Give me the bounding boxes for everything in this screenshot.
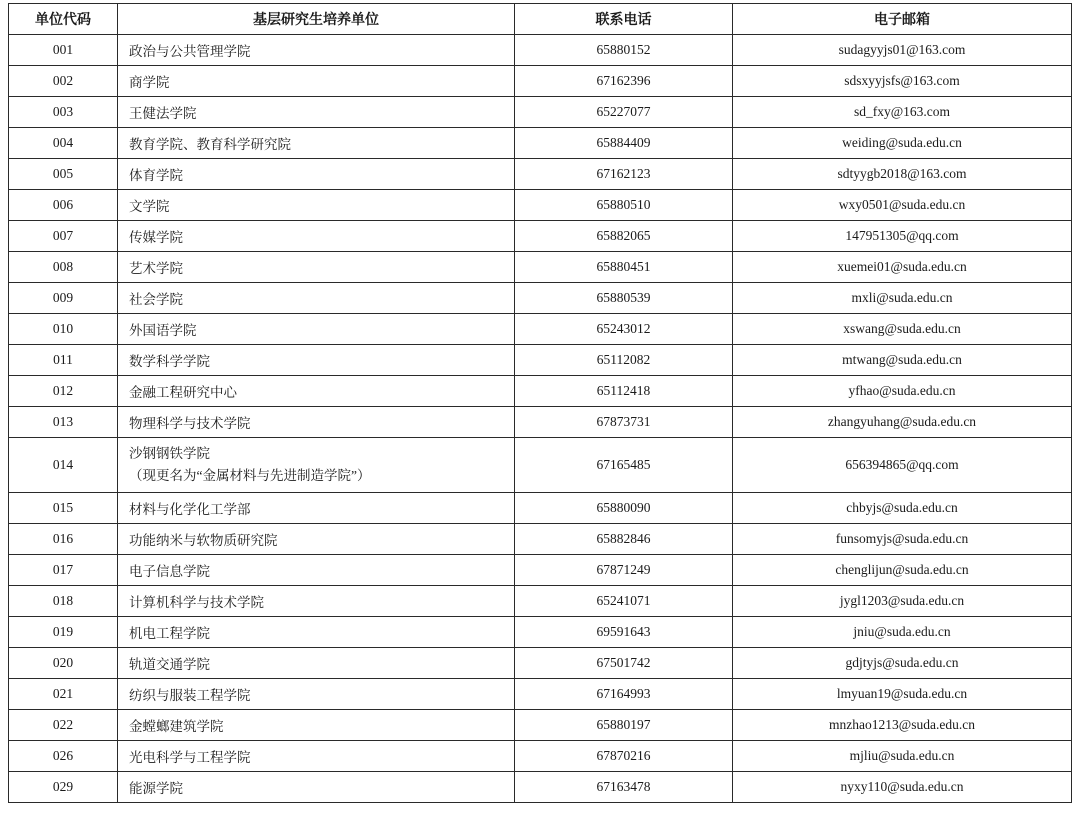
email-cell: mjliu@suda.edu.cn: [733, 741, 1072, 772]
table-row: [9, 493, 1072, 524]
unit-name-cell: 纺织与服装工程学院: [118, 679, 515, 710]
phone-cell: 65880197: [515, 710, 733, 741]
unit-name-line: 沙钢钢铁学院: [129, 446, 210, 461]
header-unit-name: 基层研究生培养单位: [118, 4, 515, 35]
table-row: [9, 710, 1072, 741]
unit-code-cell: 013: [9, 407, 118, 438]
email-cell: mxli@suda.edu.cn: [733, 283, 1072, 314]
phone-cell: 67501742: [515, 648, 733, 679]
unit-code-cell: 017: [9, 555, 118, 586]
contact-table: [8, 3, 1072, 803]
email-cell: 656394865@qq.com: [733, 438, 1072, 493]
unit-name-cell: 机电工程学院: [118, 617, 515, 648]
unit-code-cell: 005: [9, 159, 118, 190]
phone-cell: 67870216: [515, 741, 733, 772]
email-cell: gdjtyjs@suda.edu.cn: [733, 648, 1072, 679]
unit-name-cell: 材料与化学化工学部: [118, 493, 515, 524]
unit-name-cell: [118, 438, 515, 493]
email-cell: sdsxyyjsfs@163.com: [733, 66, 1072, 97]
email-cell: lmyuan19@suda.edu.cn: [733, 679, 1072, 710]
unit-name-cell: 光电科学与工程学院: [118, 741, 515, 772]
table-row: [9, 438, 1072, 493]
unit-name-cell: 电子信息学院: [118, 555, 515, 586]
unit-code-cell: 004: [9, 128, 118, 159]
unit-code-cell: 003: [9, 97, 118, 128]
unit-code-cell: 002: [9, 66, 118, 97]
header-email: 电子邮箱: [733, 4, 1072, 35]
email-cell: xswang@suda.edu.cn: [733, 314, 1072, 345]
unit-name-cell: 数学科学学院: [118, 345, 515, 376]
phone-cell: 65882065: [515, 221, 733, 252]
unit-code-cell: 006: [9, 190, 118, 221]
unit-code-cell: 007: [9, 221, 118, 252]
email-cell: 147951305@qq.com: [733, 221, 1072, 252]
unit-name-cell: 教育学院、教育科学研究院: [118, 128, 515, 159]
unit-name-cell: 王健法学院: [118, 97, 515, 128]
unit-name-cell: 体育学院: [118, 159, 515, 190]
table-row: [9, 345, 1072, 376]
email-cell: yfhao@suda.edu.cn: [733, 376, 1072, 407]
phone-cell: 67871249: [515, 555, 733, 586]
table-row: [9, 376, 1072, 407]
phone-cell: 67873731: [515, 407, 733, 438]
unit-code-cell: 029: [9, 772, 118, 803]
email-cell: wxy0501@suda.edu.cn: [733, 190, 1072, 221]
unit-code-cell: 020: [9, 648, 118, 679]
unit-code-cell: 011: [9, 345, 118, 376]
unit-code-cell: 008: [9, 252, 118, 283]
email-cell: chbyjs@suda.edu.cn: [733, 493, 1072, 524]
email-cell: mnzhao1213@suda.edu.cn: [733, 710, 1072, 741]
unit-code-cell: 016: [9, 524, 118, 555]
table-row: [9, 555, 1072, 586]
phone-cell: 65880451: [515, 252, 733, 283]
unit-name-cell: 政治与公共管理学院: [118, 35, 515, 66]
unit-name-cell: 轨道交通学院: [118, 648, 515, 679]
phone-cell: 65880090: [515, 493, 733, 524]
unit-name-cell: 文学院: [118, 190, 515, 221]
phone-cell: 65880539: [515, 283, 733, 314]
table-row: [9, 586, 1072, 617]
table-row: [9, 772, 1072, 803]
phone-cell: 65243012: [515, 314, 733, 345]
unit-name-note: （现更名为“金属材料与先进制造学院”）: [129, 468, 371, 483]
header-row: [9, 4, 1072, 35]
unit-name-cell: 金融工程研究中心: [118, 376, 515, 407]
header-phone: 联系电话: [515, 4, 733, 35]
unit-name-cell: 传媒学院: [118, 221, 515, 252]
table-row: [9, 159, 1072, 190]
email-cell: jygl1203@suda.edu.cn: [733, 586, 1072, 617]
unit-name-cell: 物理科学与技术学院: [118, 407, 515, 438]
phone-cell: 65112082: [515, 345, 733, 376]
unit-code-cell: 015: [9, 493, 118, 524]
email-cell: sudagyyjs01@163.com: [733, 35, 1072, 66]
table-row: [9, 741, 1072, 772]
table-body: [9, 35, 1072, 803]
table-row: [9, 283, 1072, 314]
table-row: [9, 617, 1072, 648]
email-cell: chenglijun@suda.edu.cn: [733, 555, 1072, 586]
table-row: [9, 648, 1072, 679]
unit-code-cell: 001: [9, 35, 118, 66]
unit-code-cell: 010: [9, 314, 118, 345]
unit-name-cell: 艺术学院: [118, 252, 515, 283]
phone-cell: 69591643: [515, 617, 733, 648]
phone-cell: 67162396: [515, 66, 733, 97]
unit-code-cell: 014: [9, 438, 118, 493]
email-cell: mtwang@suda.edu.cn: [733, 345, 1072, 376]
table-row: [9, 221, 1072, 252]
table-row: [9, 128, 1072, 159]
unit-name-cell: 计算机科学与技术学院: [118, 586, 515, 617]
unit-code-cell: 022: [9, 710, 118, 741]
table-row: [9, 97, 1072, 128]
email-cell: zhangyuhang@suda.edu.cn: [733, 407, 1072, 438]
unit-code-cell: 018: [9, 586, 118, 617]
unit-code-cell: 021: [9, 679, 118, 710]
table-row: [9, 190, 1072, 221]
email-cell: sd_fxy@163.com: [733, 97, 1072, 128]
phone-cell: 65880510: [515, 190, 733, 221]
table-row: [9, 679, 1072, 710]
phone-cell: 67165485: [515, 438, 733, 493]
email-cell: sdtyygb2018@163.com: [733, 159, 1072, 190]
table-header: [9, 4, 1072, 35]
phone-cell: 67164993: [515, 679, 733, 710]
unit-name-cell: 能源学院: [118, 772, 515, 803]
email-cell: jniu@suda.edu.cn: [733, 617, 1072, 648]
phone-cell: 65884409: [515, 128, 733, 159]
unit-name-cell: 外国语学院: [118, 314, 515, 345]
unit-code-cell: 019: [9, 617, 118, 648]
phone-cell: 65227077: [515, 97, 733, 128]
table-row: [9, 35, 1072, 66]
phone-cell: 65882846: [515, 524, 733, 555]
table-row: [9, 407, 1072, 438]
email-cell: weiding@suda.edu.cn: [733, 128, 1072, 159]
email-cell: nyxy110@suda.edu.cn: [733, 772, 1072, 803]
phone-cell: 65880152: [515, 35, 733, 66]
contact-table-container: [8, 3, 1071, 803]
email-cell: xuemei01@suda.edu.cn: [733, 252, 1072, 283]
unit-name-cell: 金螳螂建筑学院: [118, 710, 515, 741]
phone-cell: 65241071: [515, 586, 733, 617]
unit-name-cell: 功能纳米与软物质研究院: [118, 524, 515, 555]
unit-name-cell: 社会学院: [118, 283, 515, 314]
phone-cell: 65112418: [515, 376, 733, 407]
unit-name-cell: 商学院: [118, 66, 515, 97]
table-row: [9, 252, 1072, 283]
unit-code-cell: 012: [9, 376, 118, 407]
table-row: [9, 524, 1072, 555]
table-row: [9, 314, 1072, 345]
unit-code-cell: 009: [9, 283, 118, 314]
phone-cell: 67162123: [515, 159, 733, 190]
email-cell: funsomyjs@suda.edu.cn: [733, 524, 1072, 555]
unit-code-cell: 026: [9, 741, 118, 772]
header-unit-code: 单位代码: [9, 4, 118, 35]
phone-cell: 67163478: [515, 772, 733, 803]
table-row: [9, 66, 1072, 97]
